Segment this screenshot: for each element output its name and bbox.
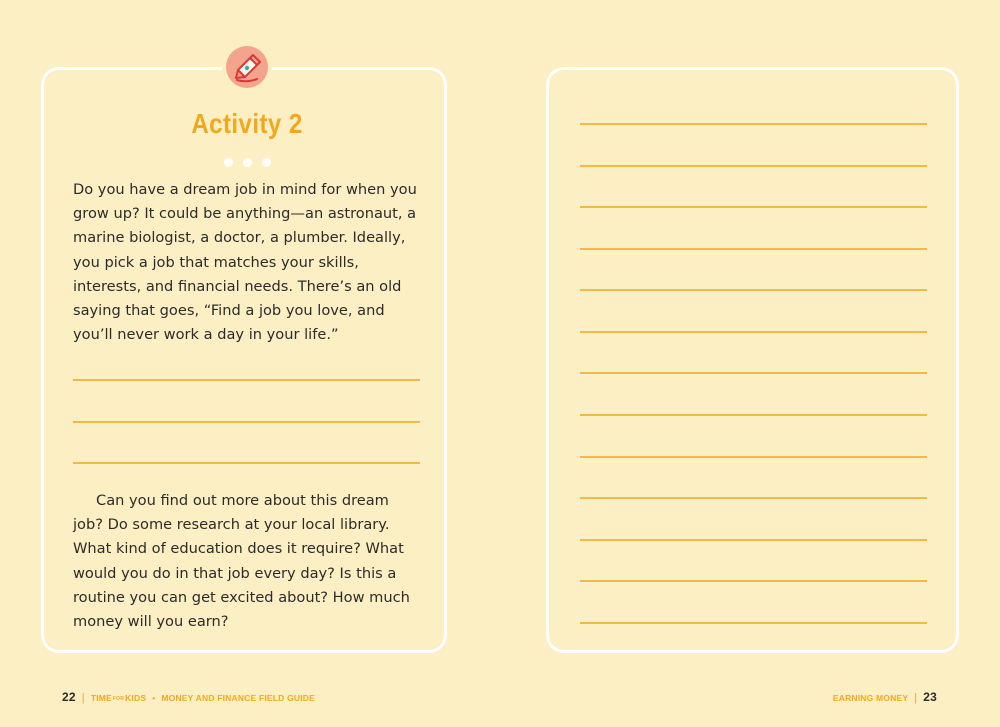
intro-paragraph: Do you have a dream job in mind for when you grow up? It could be anything—an astronaut, a marine biologist, a doctor, a plumber. Ideally, you pick a job that matches your skills, interests, and financial needs. There’s an old saying that goes, “Find a job you love, and you’ll never work a day in your life.”	[73, 181, 417, 344]
notes-line[interactable]	[580, 414, 927, 416]
notes-line[interactable]	[580, 331, 927, 333]
answer-line[interactable]	[73, 462, 420, 464]
notes-line[interactable]	[580, 206, 927, 208]
activity-title: Activity 2	[191, 108, 303, 139]
notes-line[interactable]	[580, 539, 927, 541]
notes-line[interactable]	[580, 456, 927, 458]
notes-line[interactable]	[580, 123, 927, 125]
answer-line[interactable]	[73, 421, 420, 423]
title-dots	[222, 158, 274, 168]
page-number-right: 23	[923, 690, 937, 704]
brand-logo: TIMEFORKIDS	[90, 693, 147, 703]
footer-separator: |	[914, 692, 918, 704]
footer-separator: |	[81, 692, 85, 704]
notes-line[interactable]	[580, 372, 927, 374]
footer-right	[833, 690, 937, 704]
activity-badge	[222, 42, 272, 92]
page-number-left: 22	[62, 690, 76, 704]
footer-left	[62, 690, 315, 704]
research-paragraph: Can you find out more about this dream job? Do some research at your local library. What kind of education does it require? What would you do in that job every day? Is this a routine you can get excited about? How much money will you earn?	[73, 492, 410, 631]
right-notes-card	[546, 67, 959, 653]
pencil-icon	[226, 46, 268, 88]
section-title: EARNING MONEY	[832, 693, 909, 703]
notes-line[interactable]	[580, 248, 927, 250]
notes-line[interactable]	[580, 165, 927, 167]
notes-line[interactable]	[580, 289, 927, 291]
notes-line[interactable]	[580, 497, 927, 499]
book-title: MONEY AND FINANCE FIELD GUIDE	[161, 693, 315, 703]
bullet-separator: •	[152, 693, 156, 703]
answer-line[interactable]	[73, 379, 420, 381]
notes-line[interactable]	[580, 580, 927, 582]
notes-line[interactable]	[580, 622, 927, 624]
